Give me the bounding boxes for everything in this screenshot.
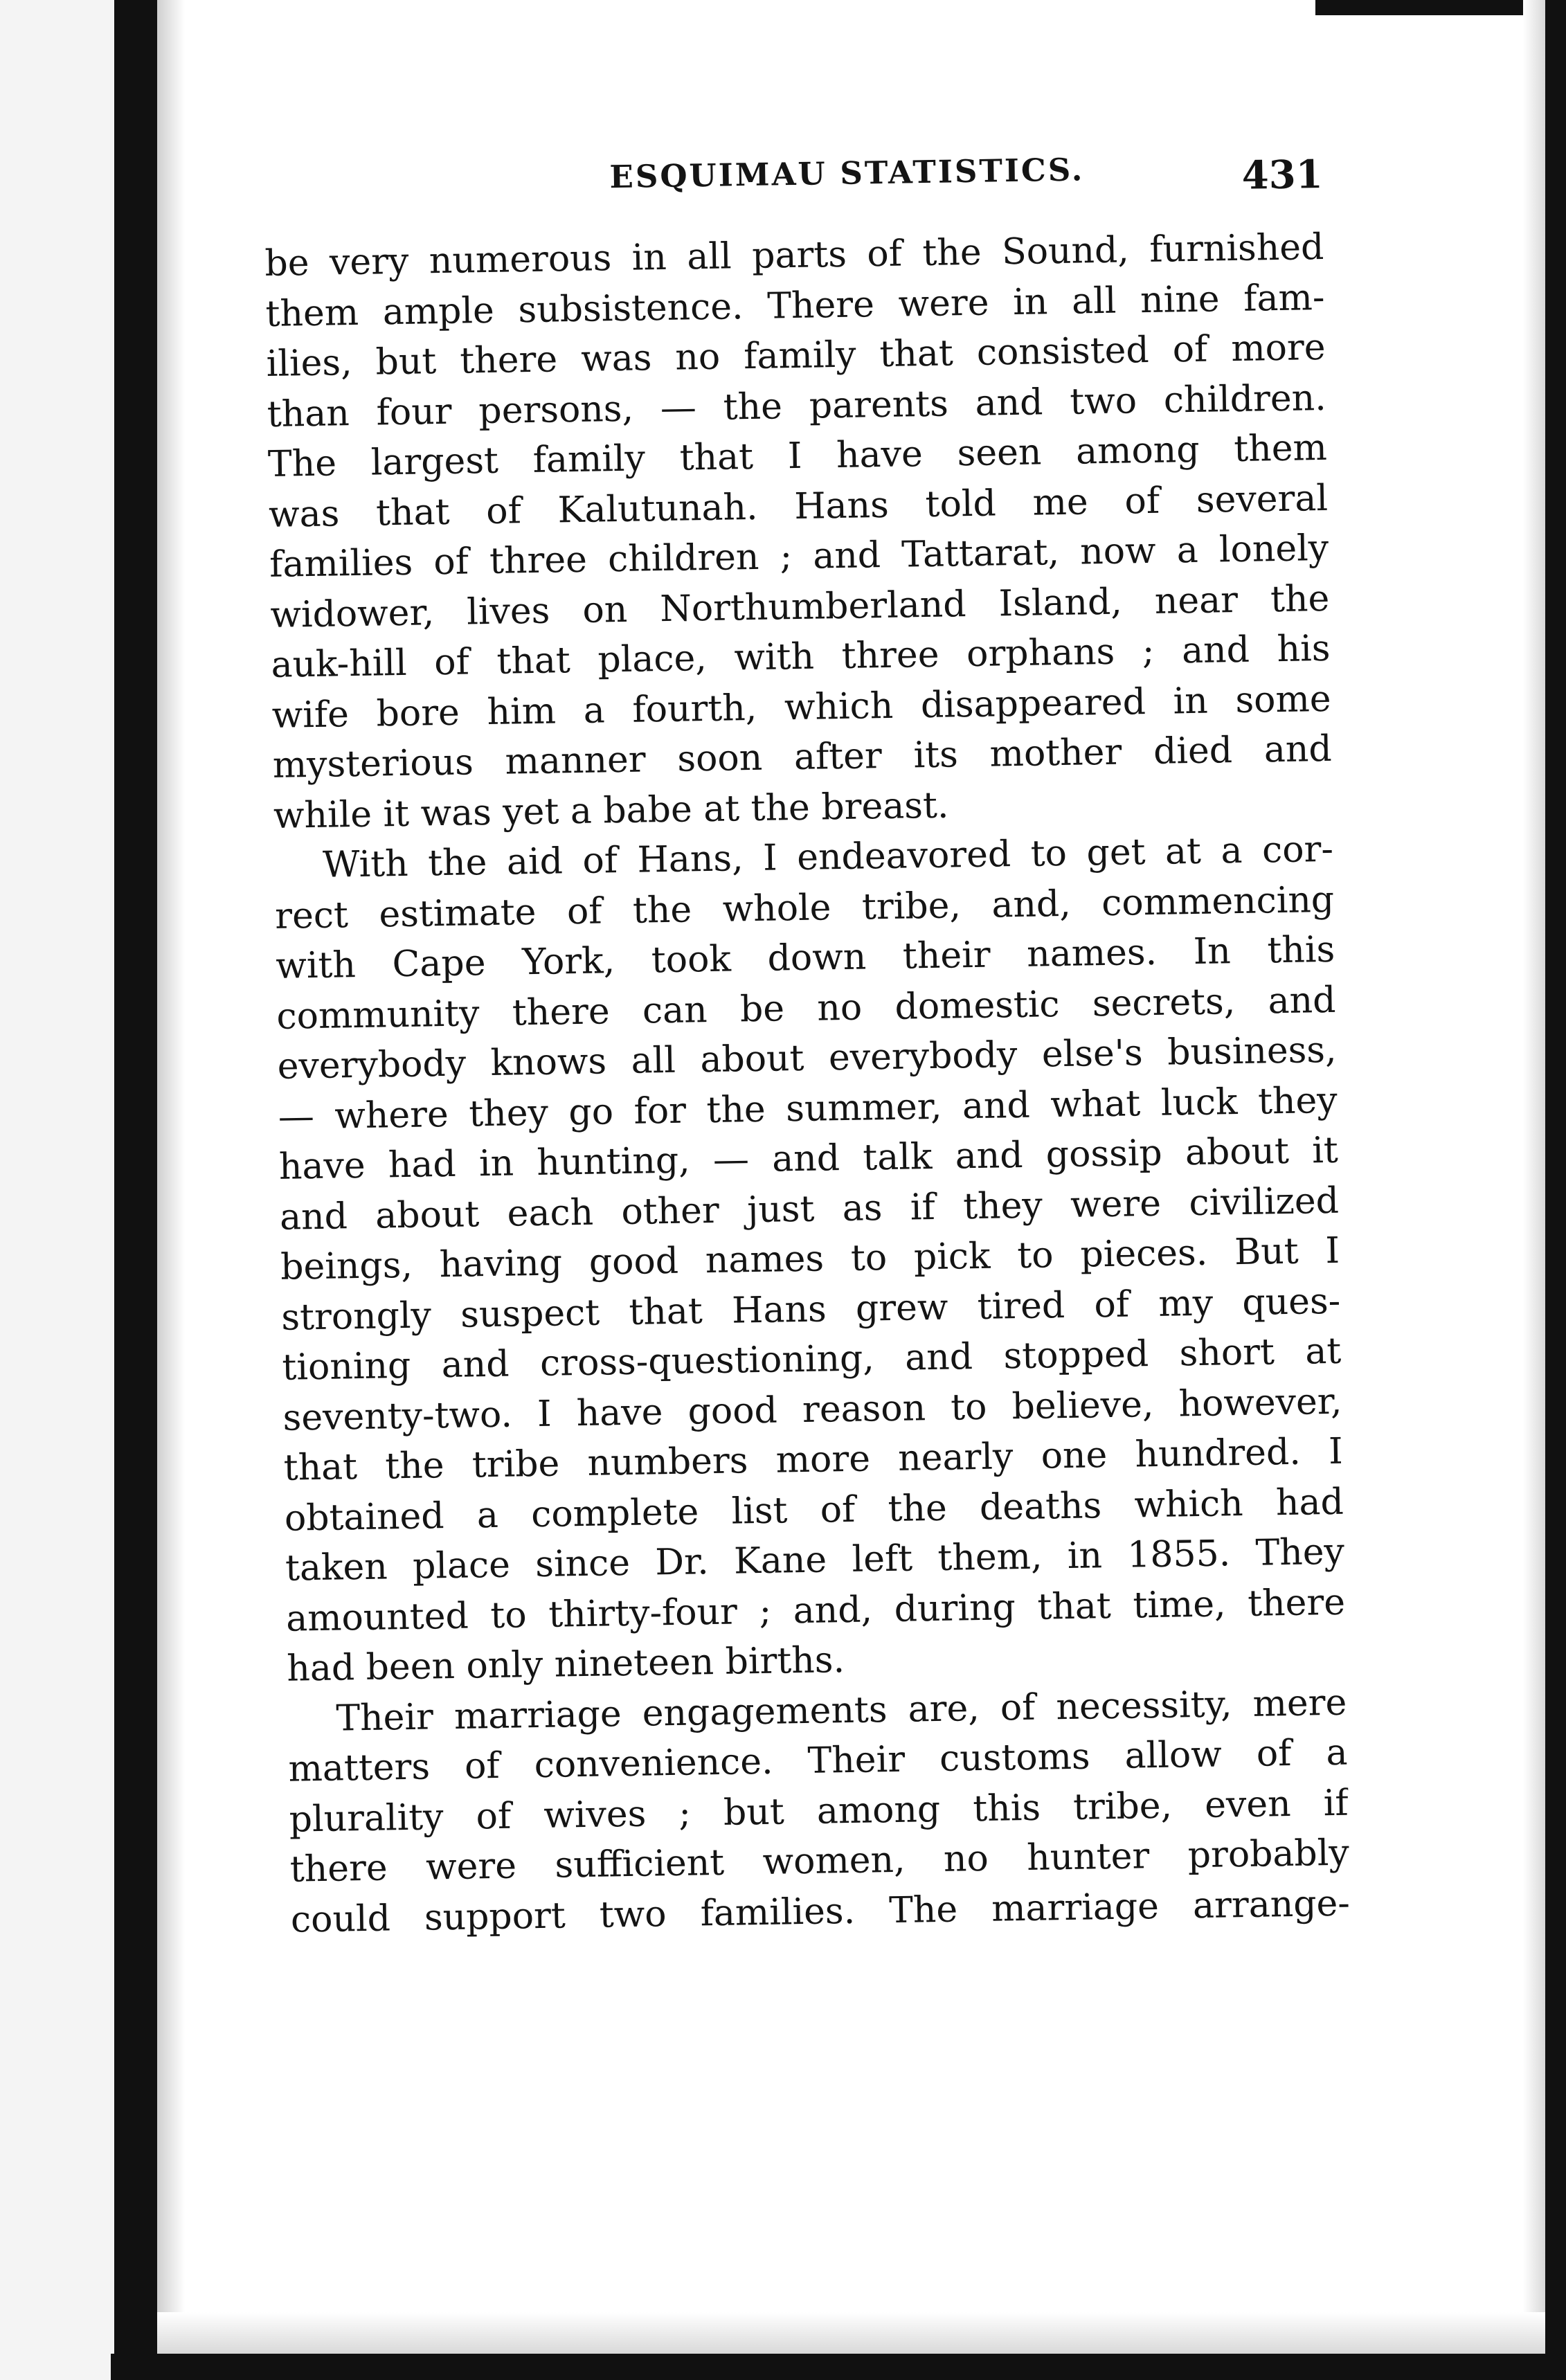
text-line: with Cape York, took down their names. In this: [275, 928, 1335, 987]
paragraph-start-line: With the aid of Hans, I endeavored to get at a cor-: [322, 828, 1334, 886]
text-line: — where they go for the summer, and what luck they: [278, 1079, 1338, 1138]
text-line: community there can be no domestic secrets, and: [276, 979, 1336, 1038]
gutter-gradient: [157, 0, 185, 2380]
running-head: [263, 139, 1324, 239]
facing-page-edge: [0, 0, 114, 2380]
text-line: The largest family that I have seen among them: [267, 426, 1328, 485]
body-text: [264, 222, 1351, 1945]
text-line: widower, lives on Northumberland Island, near the: [269, 577, 1330, 636]
scan-right-border: [1545, 0, 1566, 2380]
text-line: could support two families. The marriage arrange-: [290, 1882, 1351, 1941]
text-line: mysterious manner soon after its mother died and: [272, 728, 1333, 786]
text-line: was that of Kalutunah. Hans told me of several: [268, 477, 1329, 536]
scan-bottom-border: [111, 2354, 1566, 2380]
text-line: tioning and cross-questioning, and stopped short at: [282, 1330, 1342, 1389]
text-line: that the tribe numbers more nearly one hundred. I: [283, 1430, 1344, 1489]
text-line: than four persons, — the parents and two children.: [267, 377, 1327, 435]
page-content: [263, 139, 1352, 2080]
text-line: there were sufficient women, no hunter probably: [289, 1832, 1350, 1891]
text-line: strongly suspect that Hans grew tired of my ques-: [280, 1280, 1341, 1339]
text-line: ilies, but there was no family that consisted of more: [266, 326, 1326, 385]
text-line: have had in hunting, — and talk and gossip about it: [278, 1129, 1339, 1188]
text-line: matters of convenience. Their customs allow of a: [288, 1731, 1348, 1790]
paragraph-end-line: had been only nineteen births.: [286, 1639, 845, 1690]
text-line: families of three children ; and Tattarat, now a lonely: [269, 527, 1329, 586]
page-number: 431: [1241, 151, 1324, 199]
text-line: them ample subsistence. There were in all nine fam-: [265, 276, 1325, 335]
page-edge-shadow: [1523, 0, 1545, 2380]
paragraph-start-line: Their marriage engagements are, of necessity, mere: [335, 1682, 1347, 1740]
text-line: auk-hill of that place, with three orphans ; and his: [271, 627, 1331, 686]
text-line: and about each other just as if they were civilized: [279, 1180, 1340, 1238]
paragraph-end-line: while it was yet a babe at the breast.: [273, 784, 949, 837]
text-line: taken place since Dr. Kane left them, in 1855. They: [285, 1531, 1345, 1589]
text-line: everybody knows all about everybody else's business,: [277, 1029, 1337, 1088]
text-line: beings, having good names to pick to pieces. But I: [280, 1229, 1340, 1288]
text-line: amounted to thirty-four ; and, during that time, there: [285, 1581, 1346, 1640]
text-line: obtained a complete list of the deaths which had: [284, 1481, 1344, 1540]
text-line: be very numerous in all parts of the Sound, furnished: [264, 226, 1324, 285]
text-line: wife bore him a fourth, which disappeared in some: [271, 678, 1331, 737]
book-gutter-shadow: [114, 0, 157, 2380]
page-bottom-shadow: [157, 2312, 1545, 2354]
text-line: seventy-two. I have good reason to believe, however,: [282, 1380, 1342, 1439]
running-head-title: ESQUIMAU STATISTICS.: [609, 151, 1085, 196]
text-line: rect estimate of the whole tribe, and, commencing: [274, 878, 1335, 937]
text-line: plurality of wives ; but among this tribe, even if: [289, 1782, 1349, 1841]
